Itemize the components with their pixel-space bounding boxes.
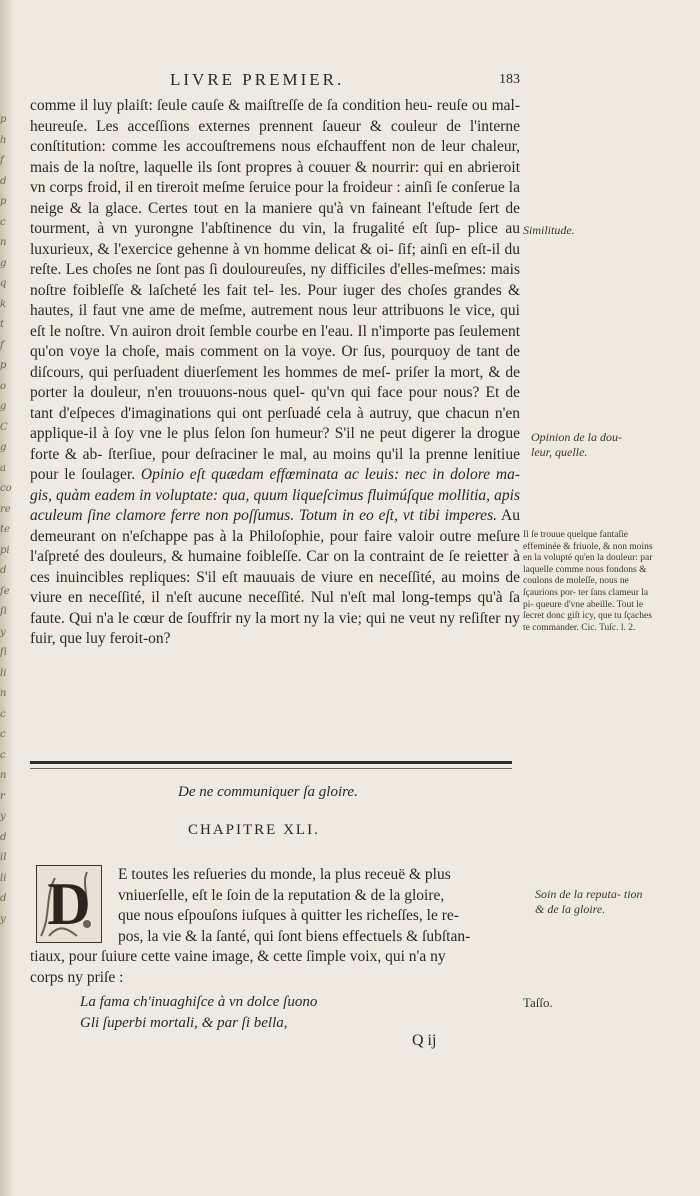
facing-page-letter: y bbox=[0, 913, 6, 925]
latin-quotation: Opinio eſt quædam effœminata ac leuis: nec in dolore ma- gis, quàm eadem in voluptate: qua, quum liqueſcimus fluimúſque mollitia, apis aculeum ſine clamore ferre non poſſumus. Totum in eo eſt, vt tibi imperes. bbox=[30, 466, 521, 524]
chapter-summary: De ne communiquer ſa gloire. bbox=[178, 784, 358, 800]
running-title: LIVRE PREMIER. bbox=[170, 70, 345, 89]
facing-page-letter: k bbox=[0, 298, 7, 310]
facing-page-letter: pi bbox=[0, 544, 10, 556]
ornamental-initial bbox=[36, 865, 102, 943]
note-opinion: Opinion de la dou- leur, quelle. bbox=[531, 430, 622, 459]
facing-page-letter: c bbox=[0, 216, 6, 228]
note-translation: Il ſe trouue quelque fantaſie effeminée & friuole, & non moins en la volupté qu'en la douleur: par laquelle comme nous fondons & coulons de moleſſe, nous ne ſçaurions por- ter ſans clameur la pi- queure d'vne abeille. Tout le ſecret donc giſt icy, que tu ſçaches te commander. Cic. Tuſc. l. 2. bbox=[523, 530, 653, 633]
facing-page-letter: d bbox=[0, 175, 7, 187]
page-number: 183 bbox=[499, 72, 520, 87]
paragraph-continuation: Au demeurant on n'eſchappe pas à la Philoſophie, pour faire valoir outre meſure l'aſpreté des douleurs, & humaine foibleſſe. Car on la contraint de ſe reietter à ces inuincibles repliques: S'il eſt mauuais de viure en neceſſité, au moins de viure en neceſſité, il n'eſt aucune neceſſité. Nul n'eſt mal long-temps qu'à ſa faute. Qui n'a le cœur de ſouffrir ny la mort ny la vie; qui ne veut ny reſiſter ny fuir, que luy feroit-on? bbox=[30, 507, 520, 647]
note-soin: Soin de la reputa- tion & de la gloire. bbox=[535, 887, 643, 916]
facing-page-letter: ſi bbox=[0, 647, 7, 658]
verse-line: La fama ch'inuaghiſce à vn dolce ſuono bbox=[80, 994, 318, 1010]
verse-quotation bbox=[80, 992, 317, 1033]
facing-page-letter: d bbox=[0, 565, 7, 576]
facing-page-letter: C bbox=[0, 421, 8, 433]
note-similitude: Similitude. bbox=[523, 223, 575, 237]
dropcap-letter: D bbox=[47, 871, 91, 937]
section-divider bbox=[30, 761, 512, 769]
signature-mark: Q ij bbox=[412, 1032, 437, 1049]
body-paragraph bbox=[30, 96, 520, 650]
facing-page-letter: q bbox=[0, 278, 7, 289]
facing-page-letter: re bbox=[0, 503, 11, 515]
chapter-line: corps ny priſe : bbox=[30, 968, 124, 986]
chapter-line: tiaux, pour ſuiure cette vaine image, & cette ſimple voix, qui n'a ny bbox=[30, 948, 446, 965]
facing-page-letter: h bbox=[0, 134, 7, 146]
facing-page-letter: f bbox=[0, 155, 4, 166]
facing-page-letter: c bbox=[0, 729, 6, 740]
facing-page-letter: p bbox=[0, 196, 7, 207]
facing-page-letter: a bbox=[0, 462, 6, 474]
chapter-line: que nous eſpouſons iuſques à quitter les richeſſes, le re- bbox=[118, 907, 459, 924]
facing-page-letter: d bbox=[0, 831, 7, 843]
facing-page-letter: g bbox=[0, 442, 7, 453]
facing-page-letter: p bbox=[0, 114, 7, 125]
facing-page-letter: c bbox=[0, 708, 6, 720]
facing-page-letter: n bbox=[0, 688, 7, 699]
facing-page-letter: co bbox=[0, 483, 12, 494]
facing-page-letter: li bbox=[0, 667, 7, 679]
facing-page-letter: n bbox=[0, 770, 7, 781]
chapter-text bbox=[30, 865, 516, 988]
facing-page-letter: ſi bbox=[0, 606, 7, 617]
chapter-line: pos, la vie & la ſanté, qui ſont biens effectuels & ſubſtan- bbox=[118, 927, 471, 945]
paragraph-text: comme il luy plaiſt: ſeule cauſe & maiſtreſſe de ſa condition heu- reuſe ou mal-heureuſe. Les acceſſions externes prennent ſaueur & couleur de l'interne conſtitution: comme les accouſtremens nous eſchauffent non de leur chaleur, mais de la noſtre, laquelle ils ſont propres à couuer & nourrir: qui en abrieroit vn corps froid, il en tireroit meſme ſeruice pour la froideur : ainſi ſe conſerue la neige & la glace. Certes tout en la maniere qu'à vn faineant l'eſtude ſert de tourment, à vn yurongne l'abſtinence du vin, la frugalité eſt ſup- plice au luxurieux, & l'exercice gehenne à vn homme delicat & oi- ſif; ainſi en eſt-il du reſte. Les choſes ne ſont pas ſi douloureuſes, ny difficiles d'elles-meſmes: mais noſtre foibleſſe & laſcheté les fait tel- les. Pour iuger des choſes grandes & hautes, il faut vne ame de meſme, autrement nous leur attribuons le vice, qui eſt le noſtre. Vn auiron droit ſemble courbe en l'eau. Il n'importe pas ſeulement qu'on voye la choſe, mais comment on la voye. Or ſus, pourquoy de tant de diſcours, qui perſuadent diuerſement les hommes de meſ- priſer la mort, & de porter la douleur, n'en trouuons-nous quel- qu'vn qui face pour nous? Et de tant d'eſpeces d'imaginations qui ont perſuadé cela à autruy, que chacun n'en applique-il à ſoy vne le plus ſelon ſon humeur? S'il ne peut digerer la drogue forte & ab- ſterſiue, pour deſraciner le mal, au moins qu'il la prenne lenitiue pour le ſoulager. bbox=[30, 97, 520, 483]
facing-page-letter: li bbox=[0, 872, 7, 884]
facing-page-letter: p bbox=[0, 360, 7, 371]
main-text-block bbox=[30, 96, 520, 650]
chapter-line: vniuerſelle, eſt le ſoin de la reputation & de la gloire, bbox=[118, 886, 445, 904]
page-header bbox=[30, 70, 520, 94]
verse-line: Gli ſuperbi mortali, & par ſi bella, bbox=[80, 1014, 288, 1031]
facing-page-letter: c bbox=[0, 749, 6, 761]
chapter-heading: CHAPITRE XLI. bbox=[188, 822, 320, 838]
facing-page-letter: y bbox=[0, 626, 6, 638]
facing-page-letter: t bbox=[0, 319, 5, 330]
facing-page-letter: g bbox=[0, 401, 7, 412]
facing-page-letter: ſe bbox=[0, 585, 10, 597]
chapter-line: E toutes les reſueries du monde, la plus receuë & plus bbox=[118, 866, 451, 883]
facing-page-letters bbox=[0, 110, 14, 930]
facing-page-letter: o bbox=[0, 380, 7, 392]
facing-page-letter: y bbox=[0, 811, 6, 822]
note-tasso: Taſſo. bbox=[523, 995, 553, 1010]
facing-page-letter: n bbox=[0, 237, 7, 248]
facing-page-letter: r bbox=[0, 790, 5, 802]
facing-page-letter: te bbox=[0, 524, 10, 535]
facing-page-letter: d bbox=[0, 893, 7, 904]
facing-page-letter: il bbox=[0, 852, 7, 863]
facing-page-letter: g bbox=[0, 257, 7, 269]
facing-page-letter: f bbox=[0, 339, 4, 351]
